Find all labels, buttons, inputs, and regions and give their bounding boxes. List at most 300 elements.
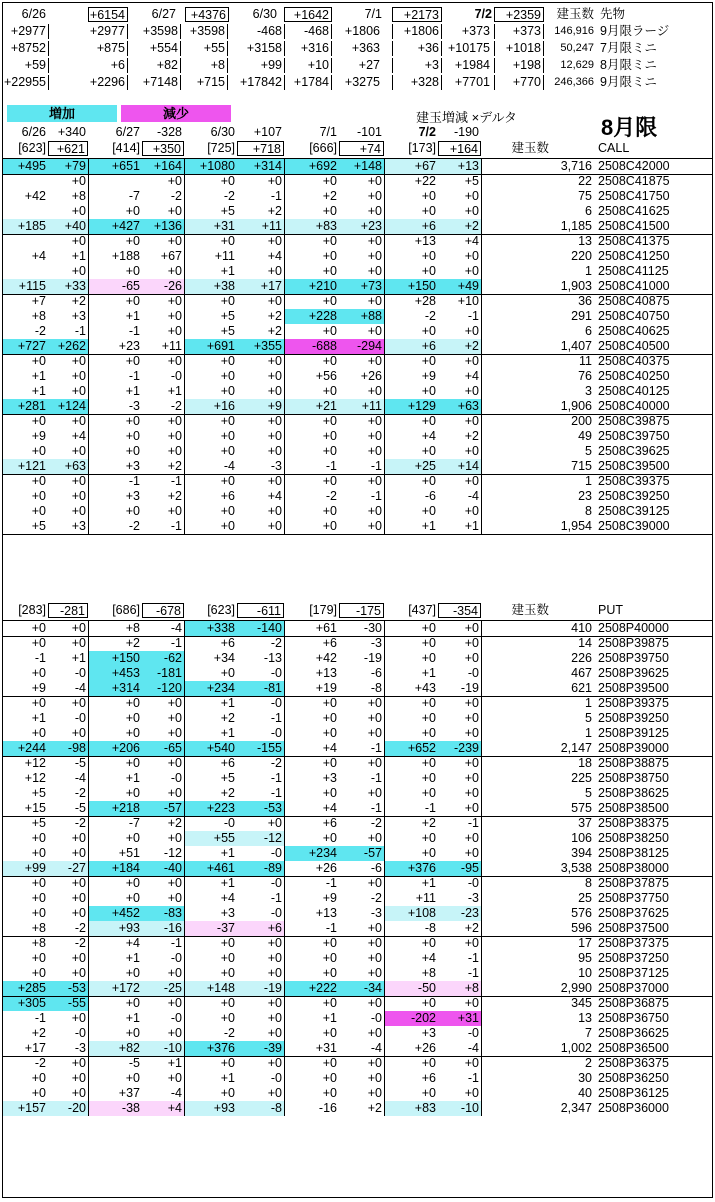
call-cell: +0 [464, 249, 479, 263]
put-cell: +1 [322, 1011, 337, 1025]
call-cell: +11 [339, 399, 384, 414]
call-strike: 2508C40250 [598, 369, 670, 383]
put-cell: +0 [464, 621, 479, 635]
call-oi: 1,906 [560, 399, 592, 413]
put-name-header: PUT [598, 603, 623, 617]
call-cell: +0 [421, 474, 436, 488]
call-oi: 5 [585, 444, 592, 458]
put-cell: +0 [125, 996, 140, 1010]
put-cell: +8 [31, 921, 46, 935]
put-cell: +0 [267, 936, 282, 950]
call-cell: -1 [467, 309, 479, 323]
put-cell: -1 [370, 771, 382, 785]
put-oi: 5 [585, 786, 592, 800]
put-cell: -1 [467, 966, 479, 980]
put-cell: +43 [414, 681, 436, 695]
call-cell: +0 [464, 264, 479, 278]
put-cell: -53 [48, 981, 88, 996]
put-row [3, 906, 713, 921]
put-cell: +1 [421, 666, 436, 680]
put-cell: -53 [237, 801, 284, 816]
put-row [3, 951, 713, 966]
call-strike: 2508C41750 [598, 189, 670, 203]
futures-cell: +715 [180, 75, 228, 90]
call-row [3, 174, 713, 189]
put-strike: 2508P36000 [598, 1101, 669, 1115]
call-cell: -4 [467, 489, 479, 503]
call-cell: +0 [464, 384, 479, 398]
futures-row [3, 41, 713, 56]
put-cell: -0 [74, 1026, 86, 1040]
put-cell: +0 [125, 891, 140, 905]
put-cell: +0 [322, 726, 337, 740]
futures-cell: +1806 [392, 24, 442, 39]
put-cell: -38 [88, 1101, 142, 1116]
put-cell: +0 [125, 1071, 140, 1085]
call-cell: +262 [48, 339, 88, 354]
call-cell: +1 [125, 384, 140, 398]
futures-cell: +1806 [344, 24, 380, 38]
row-separator [3, 636, 713, 637]
call-cell: +0 [367, 294, 382, 308]
call-cell: +0 [267, 444, 282, 458]
put-cell: +11 [415, 891, 436, 905]
call-header-cell: [623] [18, 141, 46, 155]
put-cell: +0 [322, 1071, 337, 1085]
call-cell: +0 [125, 504, 140, 518]
futures-row [3, 58, 713, 73]
put-cell: +0 [322, 786, 337, 800]
call-cell: +0 [322, 234, 337, 248]
futures-cell: -468 [256, 24, 282, 38]
put-cell: -4 [74, 681, 86, 695]
put-row [3, 876, 713, 891]
put-cell: +0 [220, 996, 235, 1010]
put-cell: +0 [322, 966, 337, 980]
put-cell: +8 [31, 936, 46, 950]
put-oi: 37 [578, 816, 592, 830]
put-cell: -0 [170, 771, 182, 785]
call-header-cell: +718 [237, 141, 284, 156]
call-cell: -1 [325, 459, 337, 473]
put-cell: -34 [339, 981, 384, 996]
call-cell: +0 [421, 414, 436, 428]
put-cell: +5 [31, 786, 46, 800]
call-cell: +0 [31, 354, 46, 368]
call-cell: +0 [267, 414, 282, 428]
futures-date-total-3: +2173 [392, 7, 442, 22]
call-cell: +0 [220, 429, 235, 443]
put-cell: +0 [367, 726, 382, 740]
put-cell: +9 [31, 681, 46, 695]
put-cell: -0 [270, 876, 282, 890]
delta-cell: 7/2 [418, 125, 436, 139]
call-cell: +0 [322, 414, 337, 428]
call-cell: +4 [421, 429, 436, 443]
call-row [3, 354, 713, 369]
put-cell: -50 [384, 981, 438, 996]
put-cell: -19 [237, 981, 284, 996]
row-separator [3, 294, 713, 295]
call-cell: +427 [88, 219, 142, 234]
call-strike: 2508C40625 [598, 324, 670, 338]
call-row [3, 519, 713, 534]
put-cell: -181 [142, 666, 184, 681]
futures-header-row [3, 7, 713, 22]
put-cell: -1 [370, 801, 382, 815]
put-cell: -140 [237, 621, 284, 636]
put-cell: +453 [88, 666, 142, 681]
put-cell: +0 [31, 831, 46, 845]
put-cell: +0 [125, 726, 140, 740]
put-cell: +0 [464, 786, 479, 800]
call-cell: +0 [421, 444, 436, 458]
put-strike: 2508P36750 [598, 1011, 669, 1025]
put-cell: -0 [467, 666, 479, 680]
call-cell: +1 [464, 519, 479, 533]
futures-cell: +3598 [180, 24, 228, 39]
put-cell: -16 [142, 921, 184, 936]
put-cell: +218 [88, 801, 142, 816]
call-cell: +1 [125, 309, 140, 323]
put-strike: 2508P36875 [598, 996, 669, 1010]
call-cell: -1 [74, 324, 86, 338]
call-cell [88, 174, 142, 189]
call-header-cell: +164 [438, 141, 481, 156]
put-strike: 2508P39750 [598, 651, 669, 665]
call-oi: 1,954 [560, 519, 592, 533]
call-cell: +0 [71, 414, 86, 428]
put-cell: +0 [367, 756, 382, 770]
futures-date-1: 6/27 [151, 7, 176, 21]
put-cell: +4 [125, 936, 140, 950]
put-row [3, 966, 713, 981]
call-cell: +0 [464, 204, 479, 218]
futures-cell: +2977 [48, 24, 128, 39]
row-separator [3, 534, 713, 535]
put-cell: +0 [421, 696, 436, 710]
put-strike: 2508P39875 [598, 636, 669, 650]
put-strike: 2508P38625 [598, 786, 669, 800]
call-strike: 2508C39250 [598, 489, 670, 503]
put-cell: -2 [270, 636, 282, 650]
call-row [3, 474, 713, 489]
put-row [3, 621, 713, 636]
futures-cell: -468 [284, 24, 332, 39]
put-cell: -25 [142, 981, 184, 996]
delta-cell: 6/26 [21, 125, 46, 139]
futures-cell: +3 [392, 58, 442, 73]
put-cell: +1 [421, 876, 436, 890]
call-cell: +0 [322, 519, 337, 533]
call-cell: +6 [384, 219, 438, 234]
put-oi: 10 [578, 966, 592, 980]
put-cell: +0 [367, 1026, 382, 1040]
call-cell: +49 [438, 279, 481, 294]
put-cell: -98 [48, 741, 88, 756]
call-cell: +4 [267, 489, 282, 503]
put-cell: +0 [125, 966, 140, 980]
put-cell: +99 [3, 861, 48, 876]
call-strike: 2508C40000 [598, 399, 670, 413]
call-cell: +0 [125, 414, 140, 428]
put-cell: +0 [71, 1071, 86, 1085]
put-cell: +0 [220, 1056, 235, 1070]
call-cell: +5 [220, 309, 235, 323]
put-cell: +0 [167, 831, 182, 845]
put-cell: +6 [421, 1071, 436, 1085]
put-cell: +5 [220, 771, 235, 785]
put-cell: +34 [213, 651, 235, 665]
put-cell: +4 [322, 801, 337, 815]
futures-date-total-4: +2359 [494, 7, 544, 22]
call-cell: +0 [322, 204, 337, 218]
futures-cell: +82 [156, 58, 178, 72]
call-cell: +67 [384, 159, 438, 174]
put-strike: 2508P39375 [598, 696, 669, 710]
futures-cell: +1784 [284, 75, 332, 90]
put-strike: 2508P37125 [598, 966, 669, 980]
futures-date-2: 6/30 [252, 7, 277, 21]
futures-cell: +373 [494, 24, 544, 39]
put-row [3, 1071, 713, 1086]
put-cell: -0 [270, 726, 282, 740]
futures-cell: +17842 [239, 75, 282, 89]
call-cell: +0 [220, 414, 235, 428]
put-cell: +0 [464, 771, 479, 785]
futures-name: 8月限ミニ [600, 58, 657, 72]
call-oi-header: 建玉数 [511, 141, 549, 155]
call-name-header: CALL [598, 141, 630, 155]
put-cell: -5 [74, 756, 86, 770]
put-cell: +0 [31, 636, 46, 650]
put-header-cell: -175 [339, 603, 384, 618]
put-cell: -2 [74, 936, 86, 950]
call-cell: +0 [421, 384, 436, 398]
call-strike: 2508C40750 [598, 309, 670, 323]
call-cell: +42 [24, 189, 46, 203]
put-cell: +0 [464, 726, 479, 740]
call-cell: +25 [384, 459, 438, 474]
call-cell: +0 [367, 249, 382, 263]
legend-note: 建玉増減 ×デルタ [416, 110, 518, 125]
delta-cell: 7/1 [319, 125, 337, 139]
call-cell: +6 [384, 339, 438, 354]
put-cell: -57 [339, 846, 384, 861]
put-cell: -0 [170, 951, 182, 965]
put-header-cell: [179] [309, 603, 337, 617]
call-cell: +188 [111, 249, 140, 263]
row-separator [3, 174, 713, 175]
put-cell: +0 [71, 1056, 86, 1070]
put-cell: +0 [421, 1086, 436, 1100]
put-cell: +1 [220, 726, 235, 740]
put-cell: +0 [167, 756, 182, 770]
futures-cell: +8 [180, 58, 228, 73]
call-cell: +0 [125, 234, 140, 248]
put-cell: +0 [464, 831, 479, 845]
put-row [3, 771, 713, 786]
put-cell: -4 [170, 1086, 182, 1100]
put-cell: +26 [315, 861, 337, 875]
put-strike: 2508P36250 [598, 1071, 669, 1085]
put-cell: +2 [167, 816, 182, 830]
put-cell: -2 [270, 756, 282, 770]
put-row [3, 996, 713, 1011]
call-cell: +129 [384, 399, 438, 414]
put-cell: -1 [170, 936, 182, 950]
put-row [3, 1041, 713, 1056]
call-row [3, 309, 713, 324]
put-cell: +0 [71, 951, 86, 965]
call-row [3, 399, 713, 414]
put-cell: -120 [142, 681, 184, 696]
call-strike: 2508C41000 [598, 279, 670, 293]
put-cell: -0 [270, 696, 282, 710]
call-cell: +4 [71, 429, 86, 443]
put-cell: +0 [167, 966, 182, 980]
call-cell: +0 [220, 369, 235, 383]
futures-cell: +7148 [142, 75, 178, 89]
call-cell: +38 [184, 279, 237, 294]
call-cell: +0 [71, 174, 86, 188]
put-cell: +0 [71, 966, 86, 980]
put-strike: 2508P36500 [598, 1041, 669, 1055]
call-cell: +0 [220, 294, 235, 308]
put-cell: +1 [125, 951, 140, 965]
row-separator [3, 876, 713, 877]
put-cell: -23 [438, 906, 481, 921]
put-row [3, 1101, 713, 1116]
put-cell: +0 [464, 936, 479, 950]
put-cell: +0 [421, 636, 436, 650]
put-oi: 30 [578, 1071, 592, 1085]
call-cell: +0 [367, 354, 382, 368]
call-cell: +0 [322, 264, 337, 278]
put-cell: +0 [367, 1086, 382, 1100]
call-cell: -294 [339, 339, 384, 354]
row-separator [3, 996, 713, 997]
put-cell: +0 [267, 966, 282, 980]
call-cell: +3 [125, 489, 140, 503]
put-cell: -1 [467, 816, 479, 830]
put-strike: 2508P37375 [598, 936, 669, 950]
call-oi: 23 [578, 489, 592, 503]
call-strike: 2508C40500 [598, 339, 670, 353]
call-strike: 2508C39625 [598, 444, 670, 458]
put-cell: -155 [237, 741, 284, 756]
call-cell [3, 174, 48, 189]
call-header-cell: [666] [309, 141, 337, 155]
column-divider [384, 621, 385, 1116]
call-cell: +691 [184, 339, 237, 354]
put-cell: +338 [184, 621, 237, 636]
call-cell [3, 264, 48, 279]
call-cell: +0 [367, 174, 382, 188]
put-cell: +1 [125, 1011, 140, 1025]
call-cell: +0 [71, 474, 86, 488]
call-cell: +33 [48, 279, 88, 294]
futures-row [3, 75, 713, 90]
put-cell: -0 [223, 816, 235, 830]
row-separator [3, 756, 713, 757]
put-cell: -5 [128, 1056, 140, 1070]
call-cell: +5 [464, 174, 479, 188]
call-row [3, 279, 713, 294]
put-row [3, 921, 713, 936]
put-cell: -1 [34, 1011, 46, 1025]
put-cell: +0 [125, 831, 140, 845]
call-cell: +0 [421, 324, 436, 338]
call-cell: +0 [267, 369, 282, 383]
call-cell: +0 [125, 294, 140, 308]
put-cell: +0 [31, 1086, 46, 1100]
put-cell: +1 [31, 711, 46, 725]
put-cell: +0 [220, 936, 235, 950]
call-cell: +3 [71, 519, 86, 533]
futures-cell: +875 [48, 41, 128, 56]
put-cell: +13 [315, 906, 337, 920]
put-cell: +0 [464, 636, 479, 650]
call-oi: 715 [571, 459, 592, 473]
call-cell: +31 [184, 219, 237, 234]
call-cell: +1 [71, 249, 86, 263]
put-cell: -2 [74, 921, 86, 935]
put-row [3, 681, 713, 696]
call-strike: 2508C41500 [598, 219, 670, 233]
call-cell: +0 [220, 444, 235, 458]
call-header-row [3, 141, 713, 156]
put-oi: 575 [571, 801, 592, 815]
call-cell: +6 [220, 489, 235, 503]
put-cell: -55 [48, 996, 88, 1011]
call-header-cell: [414] [112, 141, 140, 155]
call-cell: +150 [384, 279, 438, 294]
put-cell: +0 [464, 846, 479, 860]
call-cell: -3 [270, 459, 282, 473]
call-cell: +355 [237, 339, 284, 354]
put-cell: +314 [88, 681, 142, 696]
put-row [3, 1086, 713, 1101]
put-cell: +0 [322, 711, 337, 725]
futures-cell: +1984 [454, 58, 490, 72]
call-oi: 6 [585, 204, 592, 218]
call-cell: +3 [71, 309, 86, 323]
put-cell: -0 [467, 1026, 479, 1040]
call-cell: +0 [267, 234, 282, 248]
call-cell: +0 [322, 429, 337, 443]
put-strike: 2508P39250 [598, 711, 669, 725]
put-row [3, 651, 713, 666]
put-cell: +0 [322, 831, 337, 845]
put-cell: +6 [220, 756, 235, 770]
put-cell: +4 [142, 1101, 184, 1116]
put-row [3, 936, 713, 951]
call-cell: +0 [71, 264, 86, 278]
month-title: 8月限 [601, 115, 658, 140]
put-cell: -0 [467, 876, 479, 890]
call-oi: 6 [585, 324, 592, 338]
futures-oi: 146,916 [554, 25, 594, 37]
put-cell: +0 [31, 876, 46, 890]
call-cell: +0 [464, 324, 479, 338]
put-cell: +0 [167, 696, 182, 710]
futures-date-total-1: +4376 [185, 7, 229, 22]
call-strike: 2508C39875 [598, 414, 670, 428]
put-header-cell: [686] [112, 603, 140, 617]
call-cell: +0 [220, 384, 235, 398]
put-cell: +9 [322, 891, 337, 905]
